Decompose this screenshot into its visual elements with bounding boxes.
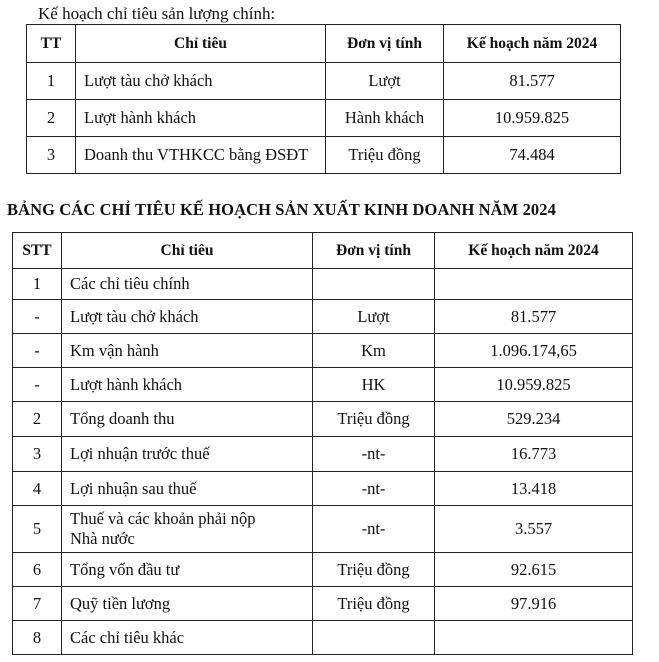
business-plan-table xyxy=(12,232,633,655)
section-title: BẢNG CÁC CHỈ TIÊU KẾ HOẠCH SẢN XUẤT KINH DOANH NĂM 2024 xyxy=(7,200,556,219)
unit: -nt- xyxy=(313,472,435,506)
table-row xyxy=(13,269,633,300)
plan-intro: Kế hoạch chỉ tiêu sản lượng chính: xyxy=(38,4,276,23)
row-number: 5 xyxy=(13,506,62,553)
unit: -nt- xyxy=(313,506,435,553)
plan-value: 10.959.825 xyxy=(435,368,633,402)
row-number: 6 xyxy=(13,553,62,587)
header-plan-2024: Kế hoạch năm 2024 xyxy=(435,233,633,269)
unit: Km xyxy=(313,334,435,368)
table-row xyxy=(13,300,633,334)
table-header-row xyxy=(27,25,621,63)
unit xyxy=(313,621,435,655)
table-row xyxy=(27,100,621,137)
unit: Triệu đồng xyxy=(313,587,435,621)
indicator-name: Lượt tàu chở khách xyxy=(62,300,313,334)
plan-value: 10.959.825 xyxy=(444,100,621,137)
indicator-name: Lượt tàu chở khách xyxy=(76,63,326,100)
header-plan-2024: Kế hoạch năm 2024 xyxy=(444,25,621,63)
indicator-name: Thuế và các khoản phải nộp Nhà nước xyxy=(62,506,313,553)
plan-value: 97.916 xyxy=(435,587,633,621)
table-header-row xyxy=(13,233,633,269)
unit: -nt- xyxy=(313,437,435,472)
plan-value: 1.096.174,65 xyxy=(435,334,633,368)
indicator-name: Tổng vốn đầu tư xyxy=(62,553,313,587)
indicator-name: Tổng doanh thu xyxy=(62,402,313,437)
table-row xyxy=(13,368,633,402)
indicator-name: Lượt hành khách xyxy=(62,368,313,402)
indicator-name: Các chỉ tiêu khác xyxy=(62,621,313,655)
plan-value xyxy=(435,269,633,300)
plan-value: 3.557 xyxy=(435,506,633,553)
row-number: - xyxy=(13,300,62,334)
unit: Hành khách xyxy=(326,100,444,137)
row-number: - xyxy=(13,334,62,368)
table-row xyxy=(13,402,633,437)
table-row xyxy=(27,137,621,174)
table-row xyxy=(13,334,633,368)
plan-value: 81.577 xyxy=(435,300,633,334)
header-stt: STT xyxy=(13,233,62,269)
unit xyxy=(313,269,435,300)
unit: HK xyxy=(313,368,435,402)
unit: Triệu đồng xyxy=(313,553,435,587)
main-output-targets-table xyxy=(26,24,621,174)
row-number: 1 xyxy=(27,63,76,100)
table-row xyxy=(27,63,621,100)
row-number: 4 xyxy=(13,472,62,506)
table-row xyxy=(13,437,633,472)
plan-value: 16.773 xyxy=(435,437,633,472)
row-number: 8 xyxy=(13,621,62,655)
plan-value: 81.577 xyxy=(444,63,621,100)
indicator-name: Quỹ tiền lương xyxy=(62,587,313,621)
table-row xyxy=(13,587,633,621)
table-row xyxy=(13,472,633,506)
plan-value: 74.484 xyxy=(444,137,621,174)
header-indicator: Chỉ tiêu xyxy=(76,25,326,63)
unit: Lượt xyxy=(326,63,444,100)
plan-value: 92.615 xyxy=(435,553,633,587)
indicator-name: Các chỉ tiêu chính xyxy=(62,269,313,300)
header-indicator: Chỉ tiêu xyxy=(62,233,313,269)
unit: Triệu đồng xyxy=(326,137,444,174)
header-unit: Đơn vị tính xyxy=(326,25,444,63)
row-number: 1 xyxy=(13,269,62,300)
row-number: 3 xyxy=(27,137,76,174)
table-row xyxy=(13,621,633,655)
indicator-name: Doanh thu VTHKCC bằng ĐSĐT xyxy=(76,137,326,174)
unit: Triệu đồng xyxy=(313,402,435,437)
row-number: 3 xyxy=(13,437,62,472)
indicator-name: Lượt hành khách xyxy=(76,100,326,137)
header-unit: Đơn vị tính xyxy=(313,233,435,269)
plan-value xyxy=(435,621,633,655)
plan-value: 529.234 xyxy=(435,402,633,437)
row-number: 2 xyxy=(13,402,62,437)
table-row xyxy=(13,553,633,587)
row-number: 7 xyxy=(13,587,62,621)
table-row xyxy=(13,506,633,553)
indicator-name: Lợi nhuận trước thuế xyxy=(62,437,313,472)
header-tt: TT xyxy=(27,25,76,63)
indicator-name: Km vận hành xyxy=(62,334,313,368)
indicator-name: Lợi nhuận sau thuế xyxy=(62,472,313,506)
plan-value: 13.418 xyxy=(435,472,633,506)
row-number: - xyxy=(13,368,62,402)
row-number: 2 xyxy=(27,100,76,137)
unit: Lượt xyxy=(313,300,435,334)
